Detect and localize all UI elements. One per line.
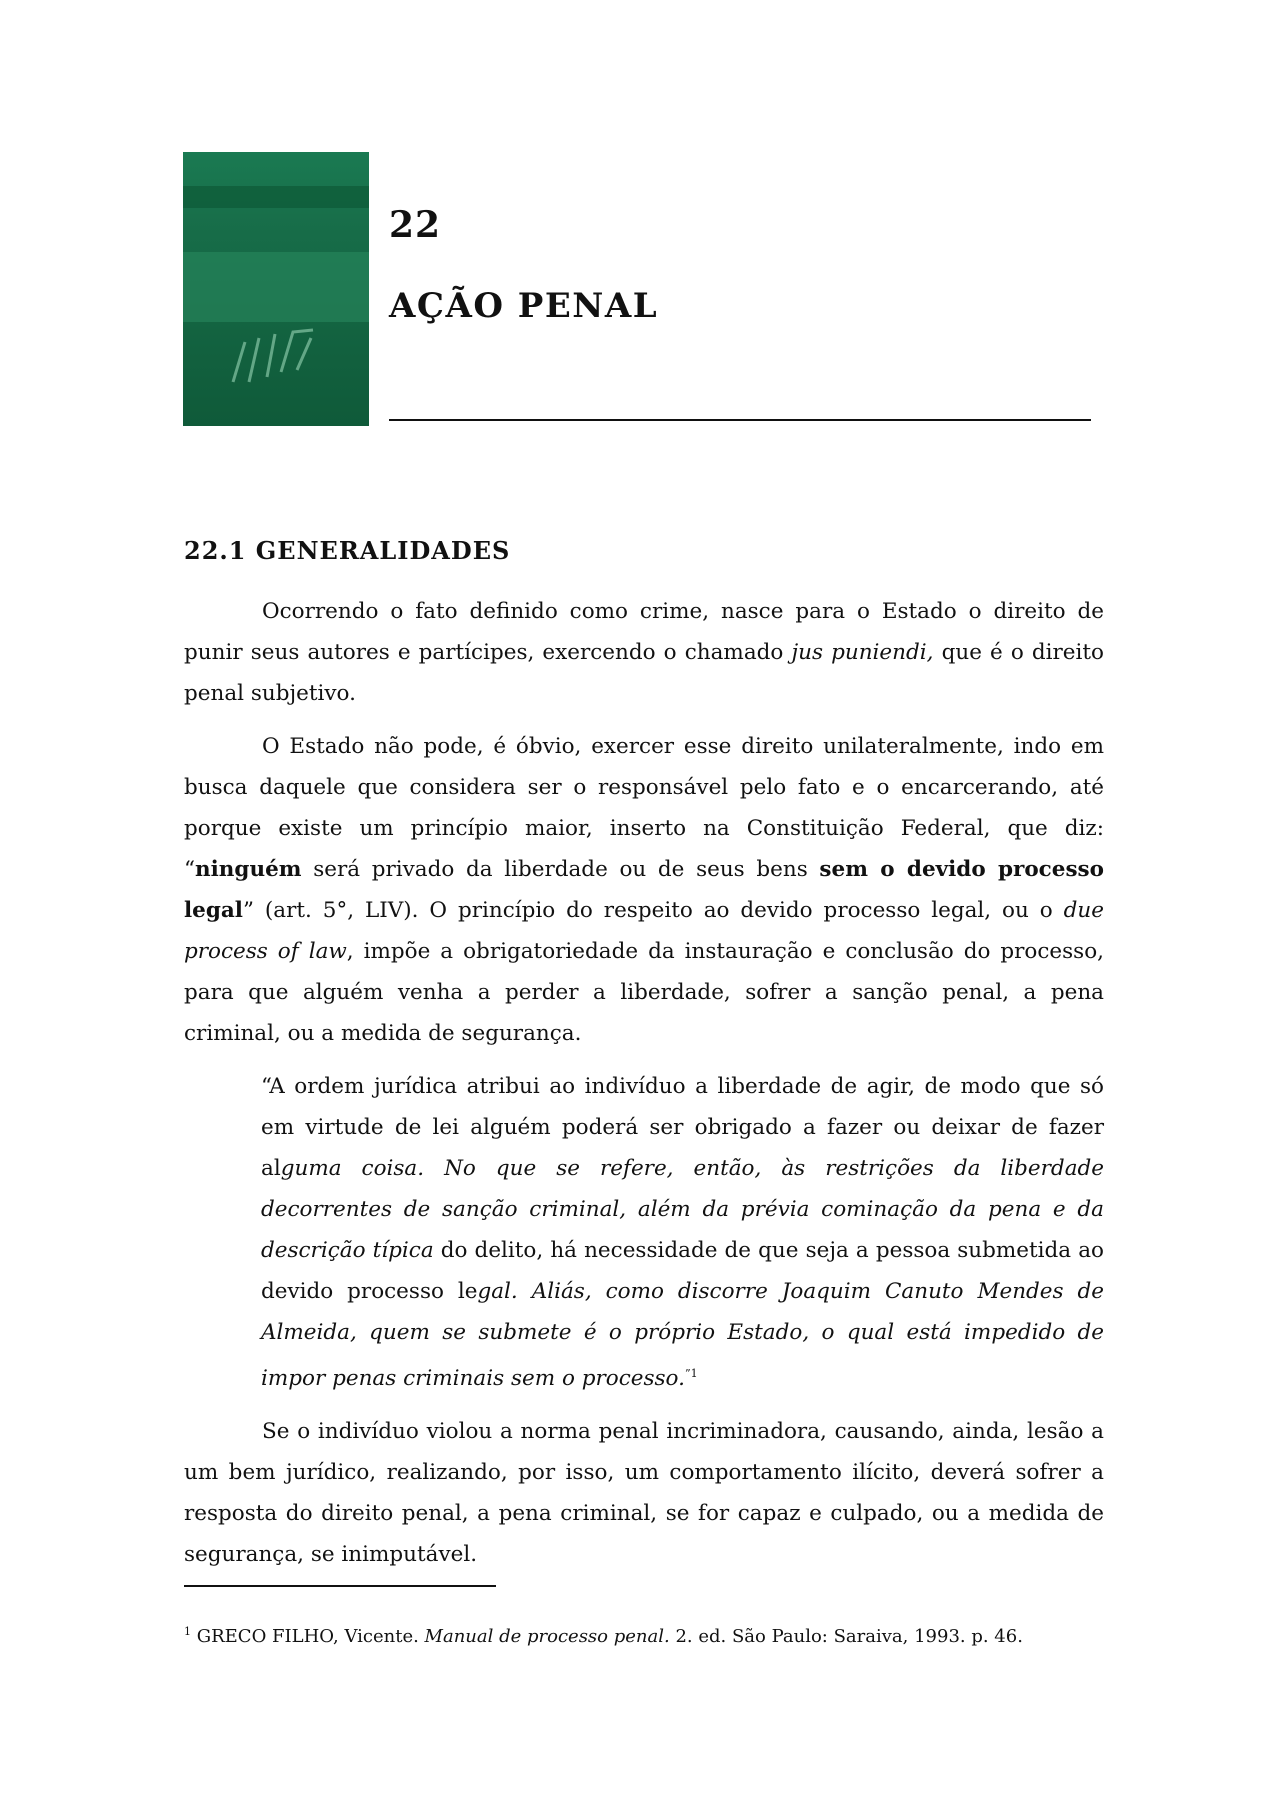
- footnote-divider: [184, 1585, 496, 1587]
- body-text: [184, 591, 1104, 1587]
- chapter-number: 22: [389, 204, 442, 246]
- gavel-icon: [223, 282, 333, 392]
- section-heading: 22.1 GENERALIDADES: [184, 536, 511, 565]
- block-quote: “A ordem jurídica atribui ao indivíduo a liberdade de agir, de modo que só em virtude de lei alguém poderá ser obrigado a fazer ou deixar de fazer alguma coisa. No que se refere, então, às restrições da liberdade decorrentes de sanção criminal, além da prévia cominação da pena e da descrição típica do delito, há necessidade de que seja a pessoa submetida ao devido processo legal. Aliás, como discorre Joaquim Canuto Mendes de Almeida, quem se submete é o próprio Estado, o qual está impedido de impor penas criminais sem o processo.$^{”1}$: [261, 1074, 1104, 1392]
- chapter-banner-image: [183, 152, 369, 426]
- chapter-title: AÇÃO PENAL: [389, 286, 659, 326]
- title-divider: [389, 419, 1091, 421]
- paragraph-2: O Estado não pode, é óbvio, exercer esse direito unilateralmente, indo em busca daquele que considera ser o responsável pelo fato e o encarcerando, até porque existe um princípio maior, inserto na Constituição Federal, que diz: “ninguém será privado da liberdade ou de seus bens sem o devido processo legal” (art. 5°, LIV). O princípio do respeito ao devido processo legal, ou o due process of law, impõe a obrigatoriedade da instauração e conclusão do processo, para que alguém venha a perder a liberdade, sofrer a sanção penal, a pena criminal, ou a medida de segurança.: [184, 734, 1104, 1046]
- footnote: $^1$ GRECO FILHO, Vicente. Manual de processo penal. 2. ed. São Paulo: Saraiva, 1993. p. 46.: [184, 1625, 1023, 1647]
- paragraph-3: Se o indivíduo violou a norma penal incriminadora, causando, ainda, lesão a um bem jurídico, realizando, por isso, um comportamento ilícito, deverá sofrer a resposta do direito penal, a pena criminal, se for capaz e culpado, ou a medida de segurança, se inimputável.: [184, 1419, 1104, 1568]
- footnote-reference[interactable]: ”1: [684, 1367, 698, 1380]
- paragraph-1: Ocorrendo o fato definido como crime, nasce para o Estado o direito de punir seus autores e partícipes, exercendo o chamado jus puniendi, que é o direito penal subjetivo.: [184, 599, 1104, 706]
